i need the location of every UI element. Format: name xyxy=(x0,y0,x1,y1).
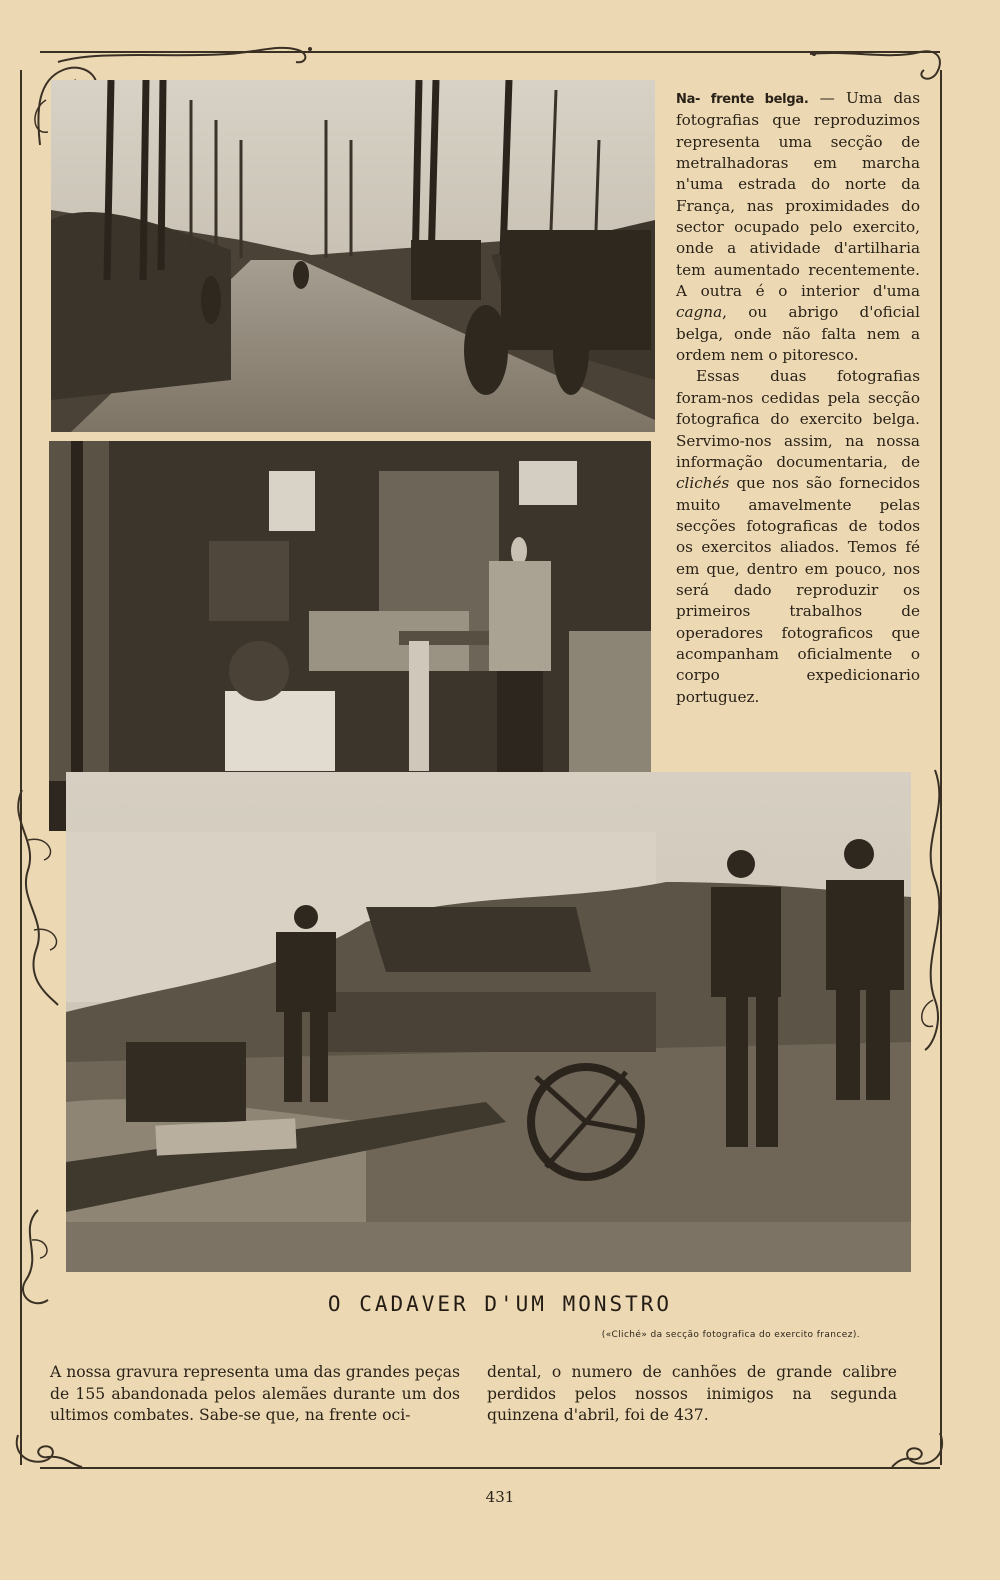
photo-abandoned-gun xyxy=(66,772,911,1272)
caption-text-column-2: dental, o numero de canhões de grande calibre perdidos pelos nossos inimigos na segunda quinzena d'abril, foi de 437. xyxy=(487,1363,897,1424)
gun-scene-illustration xyxy=(66,772,911,1272)
article-p2-text-b: que nos são fornecidos muito amavelmente pelas secções fotograficas de todos os exercitos aliados. Temos fé em que, dentro em pouco, nos será dado reproduzir os primeiros trabalhos de operadores fotograficos que acompanham oficialmente o corpo expedicionario portuguez. xyxy=(676,474,920,706)
page-number: 431 xyxy=(485,1488,515,1506)
photo-road-machine-guns xyxy=(51,80,655,432)
article-lead-dash: — xyxy=(808,89,847,107)
article-p1-text-b: , ou abrigo d'oficial belga, onde não falta nem a ordem nem o pitoresco. xyxy=(676,303,920,365)
ornament-left-lower xyxy=(8,1200,68,1320)
ornament-bottom-left xyxy=(8,1425,88,1475)
article-frente-belga xyxy=(676,88,920,708)
article-p1-text-a: Uma das fotografias que reproduzimos representa uma secção de metralhadoras em marcha n'uma estrada do norte da França, nas proximidades do sector ocupado pelo exercito, onde a atividade d'artilharia tem aumentado recentemente. A outra é o interior d'uma xyxy=(676,89,921,301)
frame-bottom-rule xyxy=(40,1467,940,1469)
caption-title: O CADAVER D'UM MONSTRO xyxy=(327,1292,673,1316)
road-scene-illustration xyxy=(51,80,655,432)
ornament-right-mid xyxy=(905,760,955,1060)
article-p2-text-a: Essas duas fotografias foram-nos cedidas pela secção fotografica do exercito belga. Servimo-nos assim, na nossa informação documentaria, de xyxy=(676,367,920,471)
article-p2-italic-term: clichés xyxy=(676,474,730,493)
article-paragraph-1 xyxy=(676,88,920,366)
ornament-bottom-right xyxy=(890,1425,950,1475)
article-lead-heading: Na- frente belga. xyxy=(676,92,809,107)
photo-credit: («Cliché» da secção fotografica do exercito francez). xyxy=(601,1330,860,1340)
article-p1-italic-term: cagna xyxy=(676,303,723,322)
article-paragraph-2 xyxy=(676,366,920,708)
caption-text-column-1: A nossa gravura representa uma das grandes peças de 155 abandonada pelos alemães durante um dos ultimos combates. Sabe-se que, na frente oci- xyxy=(50,1363,460,1424)
